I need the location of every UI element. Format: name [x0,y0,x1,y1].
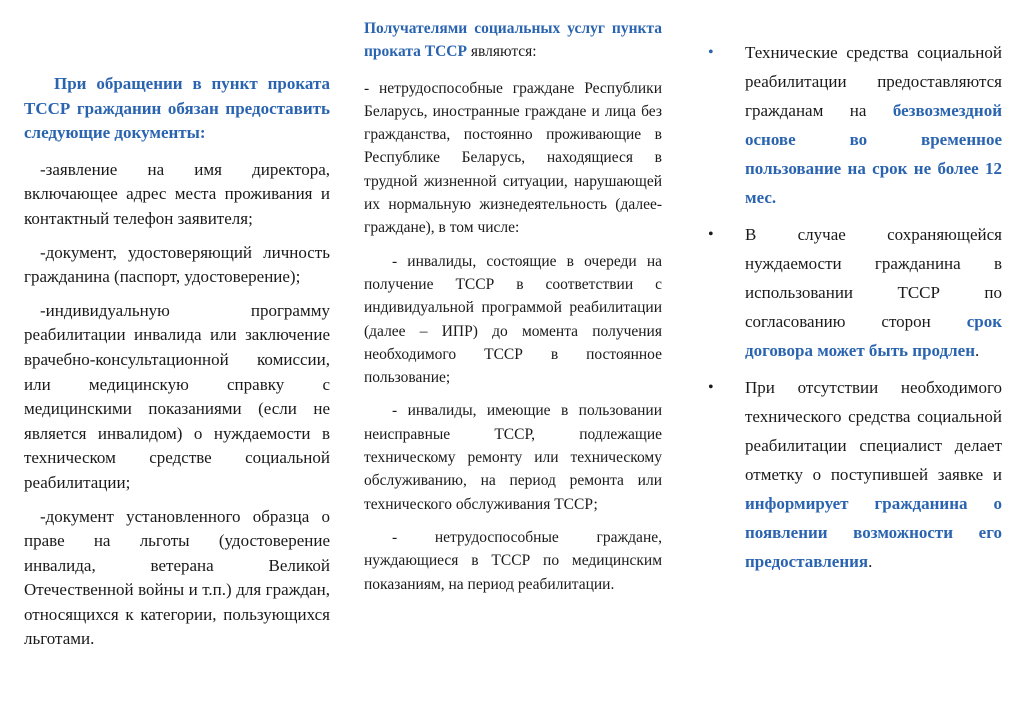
right-column [708,0,1002,584]
info-bullet [708,220,1002,365]
middle-column [364,0,662,596]
bullet-after: . [975,341,980,360]
document-item: -индивидуальную программу реабилитации инвалида или заключение врачебно-консультационной комиссии, или медицинскую справку с медицинскими показаниями (если не является инвалидом) о нуждаемости в техническом средстве социальной реабилитации; [24,300,330,492]
recipient-subitem: - инвалиды, состоящие в очереди на получение ТССР в соответствии с индивидуальной программой реабилитации (далее – ИПР) до момента получения необходимого ТССР в постоянное пользование; [364,252,662,387]
bullet-emphasis: информирует гражданина о появлении возможности его предоставления [745,494,1002,571]
bullet-emphasis: безвозмездной основе во временное пользование на срок не более 12 мес. [745,101,1002,207]
documents-heading: При обращении в пункт проката ТССР гражданин обязан предоставить следующие документы: [24,74,330,143]
document-item: -документ установленного образца о праве на льготы (удостоверение инвалида, ветерана Великой Отечественной войны и т.п.) для граждан, относящихся к категории, пользующихся льготами. [24,506,330,649]
bullet-icon: • [708,44,714,61]
recipients-heading-bold: Получателями социальных услуг пункта проката ТССР [364,20,662,61]
bullet-text: В случае сохраняющейся нуждаемости гражданина в использовании ТССР по согласованию сторон [745,225,1002,331]
bullet-icon: • [708,379,714,396]
document-item: -заявление на имя директора, включающее адрес места проживания и контактный телефон заявителя; [24,159,330,228]
info-bullet [708,373,1002,576]
document-item: -документ, удостоверяющий личность гражданина (паспорт, удостоверение); [24,242,330,287]
info-bullet-list [708,38,1002,576]
bullet-after: . [868,552,873,571]
bullet-emphasis: срок договора может быть продлен [745,312,1002,360]
recipients-intro: - нетрудоспособные граждане Республики Беларусь, иностранные граждане и лица без гражданства, постоянно проживающие в Республике Беларусь, находящиеся в трудной жизненной ситуации, нарушающей их нормальную жизнедеятельность (далее-граждане), в том числе: [364,79,662,237]
recipients-heading [364,17,662,64]
recipient-subitem: - инвалиды, имеющие в пользовании неисправные ТССР, подлежащие техническому ремонту или техническому обслуживанию, на период ремонта или технического обслуживания ТССР; [364,402,662,513]
left-column [24,0,330,652]
bullet-icon: • [708,226,714,243]
recipients-heading-rest: являются: [466,43,537,61]
bullet-text: Технические средства социальной реабилитации предоставляются гражданам на [745,43,1002,120]
recipient-subitem: - нетрудоспособные граждане, нуждающиеся в ТССР по медицинским показаниям, на период реабилитации. [364,528,662,593]
bullet-text: При отсутствии необходимого технического средства социальной реабилитации специалист делает отметку о поступившей заявке и [745,378,1002,484]
info-bullet [708,38,1002,212]
